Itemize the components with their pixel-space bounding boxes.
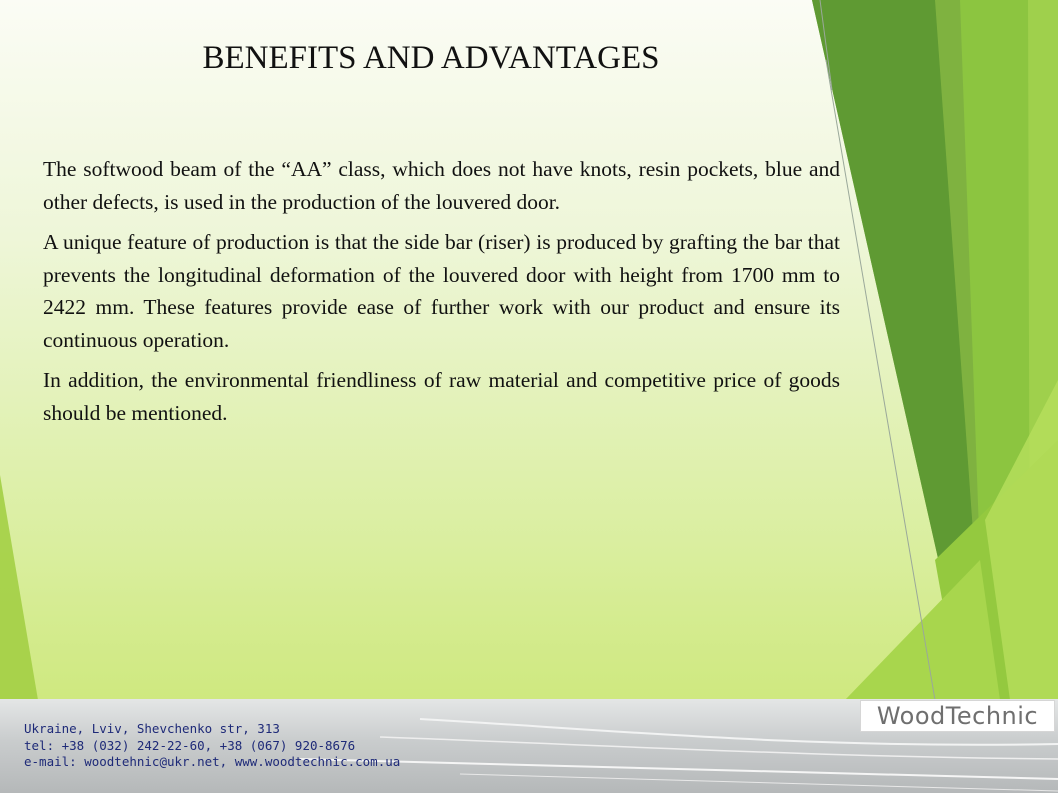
footer-contact	[24, 721, 400, 771]
footer-email-web: e-mail: woodtehnic@ukr.net, www.woodtechnic.com.ua	[24, 754, 401, 769]
slide-body	[43, 153, 840, 437]
footer-phone: tel: +38 (032) 242-22-60, +38 (067) 920-8676	[24, 737, 356, 753]
slide-title: BENEFITS AND ADVANTAGES	[202, 40, 660, 76]
paragraph: In addition, the environmental friendliness of raw material and competitive price of goods should be mentioned.	[43, 368, 840, 425]
woodtechnic-logo: WoodTechnic	[860, 700, 1055, 732]
paragraph: A unique feature of production is that the side bar (riser) is produced by grafting the bar that prevents the longitudinal deformation of the louvered door with height from 1700 mm to 2422 mm. These features provide ease of further work with our product and ensure its continuous operation.	[43, 230, 840, 352]
footer-address: Ukraine, Lviv, Shevchenko str, 313	[24, 721, 280, 736]
paragraph: The softwood beam of the “AA” class, which does not have knots, resin pockets, blue and other defects, is used in the production of the louvered door.	[43, 157, 840, 214]
